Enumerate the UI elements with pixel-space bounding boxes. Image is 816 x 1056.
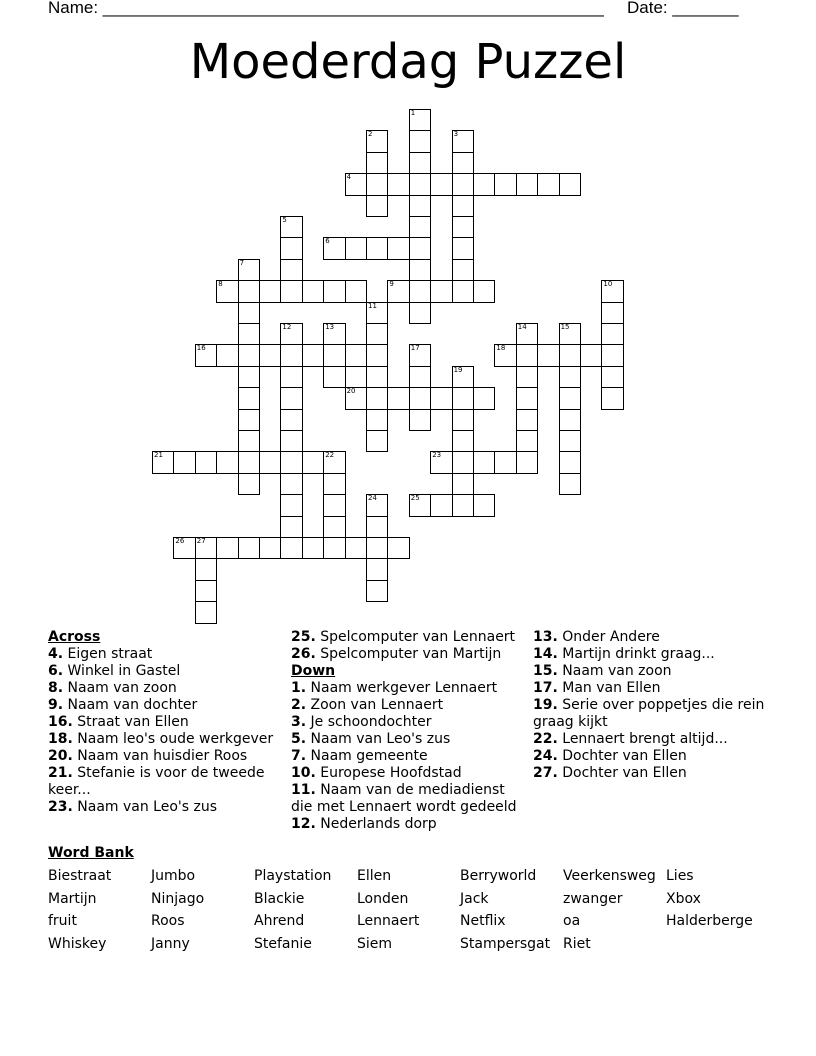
word-bank-word: Biestraat <box>48 868 112 884</box>
grid-cell[interactable] <box>238 259 260 281</box>
down-clue <box>533 748 773 765</box>
grid-cell[interactable] <box>345 344 367 366</box>
grid-clue-number: 20 <box>346 387 356 396</box>
grid-cell[interactable] <box>409 109 431 131</box>
grid-cell[interactable] <box>366 344 388 366</box>
word-bank-word: oa <box>563 913 581 929</box>
grid-cell[interactable] <box>173 537 195 559</box>
clue-number: 12. <box>291 816 316 832</box>
grid-clue-number: 24 <box>368 494 377 503</box>
across-clue <box>48 680 283 697</box>
word-bank-word: Ahrend <box>254 913 305 929</box>
page-title: Moederdag Puzzel <box>189 34 627 90</box>
word-bank-word: Halderberge <box>666 913 753 929</box>
clue-text: Naam werkgever Lennaert <box>306 680 498 696</box>
grid-clue-number: 1 <box>410 109 416 117</box>
grid-cell[interactable] <box>516 409 538 431</box>
grid-cell[interactable] <box>280 409 302 431</box>
down-clue <box>533 765 773 782</box>
clue-number: 25. <box>291 629 316 645</box>
clue-text: Winkel in Gastel <box>63 663 181 679</box>
grid-cell[interactable] <box>195 537 217 559</box>
grid-cell[interactable] <box>537 344 559 366</box>
clue-number: 24. <box>533 748 558 764</box>
clue-number: 26. <box>291 646 316 662</box>
grid-cell[interactable] <box>366 302 388 324</box>
grid-cell[interactable] <box>216 344 238 366</box>
grid-cell[interactable] <box>430 280 452 302</box>
grid-cell[interactable] <box>280 366 302 388</box>
grid-clue-number: 12 <box>282 323 292 331</box>
down-clue <box>291 714 526 731</box>
grid-cell[interactable] <box>409 409 431 431</box>
word-bank-word: Netflix <box>460 913 506 929</box>
grid-cell[interactable] <box>387 280 409 302</box>
grid-clue-number: 26 <box>175 537 185 545</box>
grid-clue-number: 15 <box>560 323 570 331</box>
grid-cell[interactable] <box>452 409 474 431</box>
clue-number: 18. <box>48 731 73 747</box>
clue-text: Europese Hoofdstad <box>315 765 462 781</box>
grid-clue-number: 22 <box>325 451 335 460</box>
clue-number: 10. <box>291 765 316 781</box>
grid-cell[interactable] <box>409 173 431 195</box>
grid-cell[interactable] <box>559 344 581 366</box>
across-clue <box>48 646 283 663</box>
grid-clue-number: 4 <box>346 173 352 182</box>
grid-cell[interactable] <box>366 430 388 452</box>
grid-cell[interactable] <box>516 387 538 409</box>
grid-cell[interactable] <box>345 237 367 259</box>
grid-cell[interactable] <box>387 237 409 259</box>
grid-cell[interactable] <box>323 344 345 366</box>
grid-cell[interactable] <box>366 494 388 516</box>
down-heading: Down <box>291 663 336 679</box>
grid-cell[interactable] <box>302 537 324 559</box>
across-clue <box>48 714 283 731</box>
grid-cell[interactable] <box>516 344 538 366</box>
grid-cell[interactable] <box>152 451 174 473</box>
grid-cell[interactable] <box>366 537 388 559</box>
across-clue <box>48 748 283 765</box>
grid-cell[interactable] <box>280 344 302 366</box>
clue-number: 22. <box>533 731 558 747</box>
grid-clue-number: 11 <box>368 301 377 310</box>
word-bank-word: Roos <box>151 913 185 929</box>
down-clue <box>291 816 526 833</box>
grid-cell[interactable] <box>601 387 623 409</box>
grid-cell[interactable] <box>559 473 581 495</box>
clue-text: Naam van dochter <box>63 697 198 713</box>
across-clue <box>48 799 283 816</box>
clue-text: Zoon van Lennaert <box>306 697 444 713</box>
grid-cell[interactable] <box>559 323 581 345</box>
grid-cell[interactable] <box>238 537 260 559</box>
down-clue <box>533 731 773 748</box>
grid-cell[interactable] <box>366 195 388 217</box>
across-clue <box>48 697 283 714</box>
clue-number: 7. <box>291 748 307 764</box>
down-clue <box>291 731 526 748</box>
grid-cell[interactable] <box>173 451 195 473</box>
clue-number: 13. <box>533 629 558 645</box>
grid-cell[interactable] <box>366 173 388 195</box>
clue-text: Lennaert brengt altijd... <box>557 731 728 747</box>
down-clue <box>533 663 773 680</box>
grid-clue-number: 17 <box>410 344 420 353</box>
grid-cell[interactable] <box>366 237 388 259</box>
clue-number: 19. <box>533 697 558 713</box>
grid-clue-number: 9 <box>389 280 394 289</box>
clue-text: Serie over poppetjes die rein graag kijkt <box>533 697 765 730</box>
grid-clue-number: 8 <box>218 280 223 289</box>
word-bank-word: Blackie <box>254 890 305 907</box>
grid-clue-number: 14 <box>517 323 527 331</box>
grid-cell[interactable] <box>452 130 474 152</box>
clue-text: Dochter van Ellen <box>557 765 687 781</box>
clue-text: Spelcomputer van Lennaert <box>315 629 516 645</box>
clue-text: Naam van zoon <box>63 680 177 696</box>
grid-clue-number: 2 <box>368 130 373 139</box>
name-field-label: Name: _____________________________________________________ <box>48 0 604 17</box>
grid-cell[interactable] <box>195 580 217 602</box>
grid-cell[interactable] <box>452 280 474 302</box>
clue-number: 27. <box>533 765 558 781</box>
clue-number: 9. <box>48 697 64 713</box>
grid-clue-number: 5 <box>282 216 287 224</box>
clue-number: 3. <box>291 714 307 730</box>
clue-number: 23. <box>48 799 73 815</box>
word-bank-word: Veerkensweg <box>563 868 656 884</box>
word-bank-word: Jack <box>460 890 489 907</box>
word-bank-word: Ninjago <box>151 890 205 907</box>
word-bank-word: Stefanie <box>254 935 312 952</box>
grid-cell[interactable] <box>430 387 452 409</box>
grid-cell[interactable] <box>280 494 302 516</box>
grid-cell[interactable] <box>366 323 388 345</box>
grid-cell[interactable] <box>473 173 495 195</box>
clue-text: Dochter van Ellen <box>557 748 687 764</box>
grid-cell[interactable] <box>430 173 452 195</box>
grid-cell[interactable] <box>323 366 345 388</box>
grid-cell[interactable] <box>280 537 302 559</box>
grid-cell[interactable] <box>559 409 581 431</box>
across-clue <box>291 646 526 663</box>
word-bank-word: Playstation <box>254 868 332 884</box>
grid-cell[interactable] <box>409 366 431 388</box>
grid-cell[interactable] <box>473 451 495 473</box>
grid-cell[interactable] <box>366 387 388 409</box>
grid-cell[interactable] <box>580 344 602 366</box>
grid-cell[interactable] <box>601 323 623 345</box>
clue-number: 21. <box>48 765 73 781</box>
down-clue <box>533 646 773 663</box>
grid-clue-number: 10 <box>603 280 613 289</box>
down-clue <box>291 782 526 816</box>
clue-number: 20. <box>48 748 73 764</box>
grid-cell[interactable] <box>452 152 474 174</box>
grid-cell[interactable] <box>302 344 324 366</box>
grid-cell[interactable] <box>195 451 217 473</box>
grid-cell[interactable] <box>195 601 217 623</box>
word-bank-word: Jumbo <box>151 868 196 884</box>
word-bank-word: Londen <box>357 890 409 907</box>
across-clue <box>48 731 283 748</box>
grid-cell[interactable] <box>409 302 431 324</box>
date-field-label: Date: _______ <box>627 0 739 17</box>
grid-cell[interactable] <box>238 409 260 431</box>
clue-number: 17. <box>533 680 558 696</box>
grid-cell[interactable] <box>323 280 345 302</box>
grid-clue-number: 7 <box>239 258 245 267</box>
down-column-3 <box>533 629 773 782</box>
grid-cell[interactable] <box>516 173 538 195</box>
grid-cell[interactable] <box>601 366 623 388</box>
grid-clue-number: 6 <box>325 237 330 246</box>
grid-cell[interactable] <box>409 237 431 259</box>
grid-cell[interactable] <box>280 516 302 538</box>
grid-cell[interactable] <box>473 280 495 302</box>
grid-cell[interactable] <box>259 344 281 366</box>
grid-clue-number: 19 <box>453 365 463 374</box>
grid-cell[interactable] <box>559 430 581 452</box>
clue-number: 16. <box>48 714 73 730</box>
grid-clue-number: 16 <box>196 344 206 353</box>
grid-cell[interactable] <box>323 537 345 559</box>
grid-cell[interactable] <box>452 259 474 281</box>
grid-cell[interactable] <box>238 344 260 366</box>
grid-cell[interactable] <box>345 173 367 195</box>
clue-text: Naam van Leo's zus <box>72 799 218 815</box>
grid-cell[interactable] <box>601 344 623 366</box>
down-clue <box>533 629 773 646</box>
clue-number: 1. <box>291 680 307 696</box>
clue-text: Naam gemeente <box>306 748 428 764</box>
grid-clue-number: 25 <box>410 494 420 503</box>
grid-cell[interactable] <box>366 152 388 174</box>
down-clue <box>533 697 773 731</box>
word-bank-word: Xbox <box>666 890 701 907</box>
grid-cell[interactable] <box>387 387 409 409</box>
grid-cell[interactable] <box>366 366 388 388</box>
grid-cell[interactable] <box>409 387 431 409</box>
grid-cell[interactable] <box>345 387 367 409</box>
grid-cell[interactable] <box>345 280 367 302</box>
clue-text: Martijn drinkt graag... <box>557 646 715 662</box>
grid-cell[interactable] <box>516 366 538 388</box>
grid-cell[interactable] <box>452 366 474 388</box>
grid-clue-number: 13 <box>325 323 335 331</box>
grid-cell[interactable] <box>195 558 217 580</box>
clue-number: 11. <box>291 782 316 798</box>
grid-cell[interactable] <box>387 537 409 559</box>
grid-cell[interactable] <box>409 152 431 174</box>
grid-cell[interactable] <box>452 216 474 238</box>
clue-text: Je schoondochter <box>306 714 432 730</box>
grid-cell[interactable] <box>366 409 388 431</box>
clue-text: Man van Ellen <box>557 680 661 696</box>
grid-cell[interactable] <box>323 323 345 345</box>
grid-cell[interactable] <box>323 473 345 495</box>
grid-cell[interactable] <box>280 216 302 238</box>
grid-cell[interactable] <box>409 344 431 366</box>
grid-cell[interactable] <box>409 216 431 238</box>
grid-cell[interactable] <box>409 494 431 516</box>
down-clue <box>291 697 526 714</box>
word-bank-word: Whiskey <box>48 935 107 952</box>
grid-clue-number: 27 <box>196 537 206 545</box>
grid-cell[interactable] <box>516 323 538 345</box>
clue-number: 6. <box>48 663 64 679</box>
grid-cell[interactable] <box>516 451 538 473</box>
grid-cell[interactable] <box>430 494 452 516</box>
grid-cell[interactable] <box>238 430 260 452</box>
grid-cell[interactable] <box>238 473 260 495</box>
grid-cell[interactable] <box>366 558 388 580</box>
grid-cell[interactable] <box>280 323 302 345</box>
across-heading: Across <box>48 629 101 645</box>
grid-cell[interactable] <box>280 430 302 452</box>
clue-number: 8. <box>48 680 64 696</box>
grid-cell[interactable] <box>452 195 474 217</box>
grid-cell[interactable] <box>494 173 516 195</box>
grid-cell[interactable] <box>387 173 409 195</box>
grid-cell[interactable] <box>280 387 302 409</box>
word-bank-word: Martijn <box>48 890 97 907</box>
grid-cell[interactable] <box>323 237 345 259</box>
grid-cell[interactable] <box>302 451 324 473</box>
grid-clue-number: 23 <box>432 451 442 460</box>
grid-cell[interactable] <box>494 344 516 366</box>
grid-cell[interactable] <box>452 387 474 409</box>
word-bank-word: Siem <box>357 935 393 952</box>
grid-cell[interactable] <box>366 130 388 152</box>
grid-cell[interactable] <box>452 473 474 495</box>
word-bank-word: Berryworld <box>460 868 537 884</box>
clue-text: Onder Andere <box>557 629 660 645</box>
word-bank-word: Lennaert <box>357 913 420 929</box>
clue-text: Naam van Leo's zus <box>306 731 451 747</box>
clue-text: Naam van de mediadienst die met Lennaert wordt gedeeld <box>291 782 517 815</box>
grid-clue-number: 3 <box>453 130 459 139</box>
grid-cell[interactable] <box>238 302 260 324</box>
grid-cell[interactable] <box>323 494 345 516</box>
grid-cell[interactable] <box>452 451 474 473</box>
clue-number: 4. <box>48 646 64 662</box>
grid-cell[interactable] <box>559 366 581 388</box>
grid-cell[interactable] <box>216 451 238 473</box>
grid-cell[interactable] <box>537 173 559 195</box>
grid-cell[interactable] <box>280 259 302 281</box>
word-bank-word: zwanger <box>563 890 623 907</box>
grid-cell[interactable] <box>280 451 302 473</box>
grid-cell[interactable] <box>494 451 516 473</box>
grid-cell[interactable] <box>473 387 495 409</box>
down-clue <box>533 680 773 697</box>
clue-number: 5. <box>291 731 307 747</box>
grid-cell[interactable] <box>345 537 367 559</box>
grid-cell[interactable] <box>259 451 281 473</box>
grid-cell[interactable] <box>323 451 345 473</box>
word-bank-word: Stampersgat <box>460 935 551 952</box>
down-clue <box>291 680 526 697</box>
word-bank-word: fruit <box>48 913 77 929</box>
grid-cell[interactable] <box>238 280 260 302</box>
grid-cell[interactable] <box>452 237 474 259</box>
down-clue <box>291 748 526 765</box>
clue-text: Stefanie is voor de tweede keer... <box>48 765 265 798</box>
grid-cell[interactable] <box>409 130 431 152</box>
across-clue <box>291 629 526 646</box>
grid-cell[interactable] <box>516 430 538 452</box>
across-clue <box>48 765 283 799</box>
grid-cell[interactable] <box>216 537 238 559</box>
clue-number: 14. <box>533 646 558 662</box>
grid-cell[interactable] <box>473 494 495 516</box>
across-clue <box>48 663 283 680</box>
grid-cell[interactable] <box>238 451 260 473</box>
grid-cell[interactable] <box>452 430 474 452</box>
grid-cell[interactable] <box>280 237 302 259</box>
word-bank-word: Riet <box>563 935 591 952</box>
grid-cell[interactable] <box>559 451 581 473</box>
grid-cell[interactable] <box>409 280 431 302</box>
grid-cell[interactable] <box>259 537 281 559</box>
clue-text: Straat van Ellen <box>72 714 189 730</box>
grid-cell[interactable] <box>259 280 281 302</box>
grid-cell[interactable] <box>452 173 474 195</box>
grid-cell[interactable] <box>366 516 388 538</box>
grid-cell[interactable] <box>430 451 452 473</box>
grid-clue-number: 18 <box>496 344 506 353</box>
clue-text: Nederlands dorp <box>315 816 437 832</box>
clue-column-2 <box>291 629 526 833</box>
grid-cell[interactable] <box>409 259 431 281</box>
word-bank-heading: Word Bank <box>48 845 134 861</box>
grid-cell[interactable] <box>195 344 217 366</box>
word-bank-word: Ellen <box>357 868 392 884</box>
grid-cell[interactable] <box>452 494 474 516</box>
clue-text: Naam van huisdier Roos <box>72 748 248 764</box>
clue-number: 2. <box>291 697 307 713</box>
grid-cell[interactable] <box>238 323 260 345</box>
clue-text: Spelcomputer van Martijn <box>315 646 502 662</box>
clue-text: Naam van zoon <box>557 663 672 679</box>
across-column-1 <box>48 629 283 816</box>
grid-cell[interactable] <box>238 387 260 409</box>
grid-cell[interactable] <box>280 280 302 302</box>
grid-cell[interactable] <box>559 173 581 195</box>
grid-cell[interactable] <box>323 516 345 538</box>
grid-cell[interactable] <box>216 280 238 302</box>
grid-cell[interactable] <box>302 280 324 302</box>
clue-text: Eigen straat <box>63 646 153 662</box>
grid-cell[interactable] <box>601 302 623 324</box>
down-clue <box>291 765 526 782</box>
grid-cell[interactable] <box>366 580 388 602</box>
grid-cell[interactable] <box>409 195 431 217</box>
clue-text: Naam leo's oude werkgever <box>72 731 274 747</box>
clue-number: 15. <box>533 663 558 679</box>
grid-clue-number: 21 <box>154 451 163 460</box>
grid-cell[interactable] <box>601 280 623 302</box>
word-bank-word: Janny <box>151 935 190 952</box>
grid-cell[interactable] <box>559 387 581 409</box>
grid-cell[interactable] <box>238 366 260 388</box>
grid-cell[interactable] <box>280 473 302 495</box>
word-bank-word: Lies <box>666 868 694 884</box>
